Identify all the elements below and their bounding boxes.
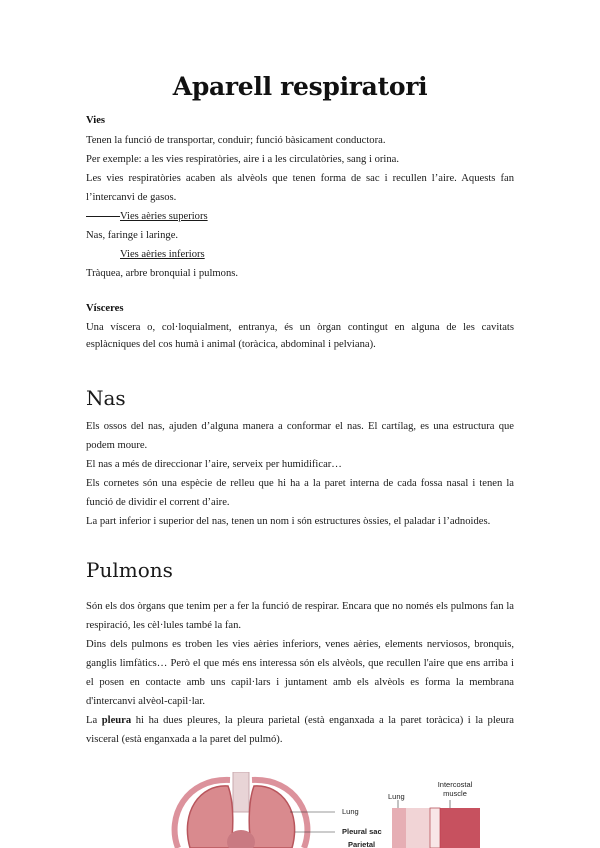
detail-lung-edge: [392, 808, 406, 848]
paragraph: Els ossos del nas, ajuden d’alguna manera a conformar el nas. El cartílag, es una estructura que podem moure.: [86, 421, 514, 451]
detail-muscle: [440, 808, 480, 848]
lower-airways-label: Vies aèries inferiors: [120, 249, 205, 260]
paragraph: Dins dels pulmons es troben les vies aèries inferiors, venes aèries, elements nerviosos, bronquis, ganglis limfàtics… Però el que més ens interessa són els alvèols, que recullen l'aire que ens arriba i el posen en contacte amb uns capil·lars i juntament amb els alvèols es forma la membrana d'intercanvi alvèol-capil·lar.: [86, 639, 514, 707]
left-lung: [187, 786, 232, 848]
trachea: [233, 772, 249, 812]
right-lung: [249, 786, 294, 848]
section-heading-nas: Nas: [86, 386, 126, 410]
paragraph: Una víscera o, col·loquialment, entranya, és un òrgan contingut en alguna de les cavitats esplàcniques del cos humà i animal (toràcica, abdominal i pelviana).: [86, 322, 514, 350]
underline-indent: [86, 216, 120, 217]
subheading-upper-airways: [86, 207, 514, 226]
label-intercostal: Intercostal muscle: [437, 780, 473, 798]
pleura-prefix: La: [86, 715, 102, 726]
section-heading-pulmons: Pulmons: [86, 558, 173, 582]
pleura-term: pleura: [101, 715, 132, 726]
paragraph: Els cornetes són una espècie de relleu que hi ha a la paret interna de cada fossa nasal i tenen la funció de dividir el corrent d’aire.: [86, 478, 514, 508]
paragraph: El nas a més de direccionar l’aire, serveix per humidificar…: [86, 459, 342, 470]
lung-illustration: [130, 772, 480, 848]
section-heading-visceres: Vísceres: [86, 303, 124, 314]
paragraph-pleura: [86, 711, 514, 749]
label-lung: Lung: [342, 807, 359, 816]
label-parietal: Parietal: [348, 840, 376, 848]
upper-airways-label: Vies aèries superiors: [120, 211, 208, 222]
detail-pleura: [430, 808, 440, 848]
label-pleural-sac: Pleural sac: [342, 827, 382, 836]
paragraph: Tenen la funció de transportar, conduir; funció bàsicament conductora.: [86, 135, 386, 146]
section-heading-vies: Vies: [86, 115, 106, 126]
paragraph: Són els dos òrgans que tenim per a fer la funció de respirar. Encara que no només els pulmons fan la respiració, les cèl·lules també la fan.: [86, 601, 514, 631]
paragraph: Tràquea, arbre bronquial i pulmons.: [86, 268, 239, 279]
label-lung-detail: Lung: [388, 792, 405, 801]
paragraph: Nas, faringe i laringe.: [86, 230, 179, 241]
paragraph: Per exemple: a les vies respiratòries, aire i a les circulatòries, sang i orina.: [86, 154, 399, 165]
document-body: [86, 114, 514, 749]
subheading-lower-airways: [86, 245, 514, 264]
paragraph: Les vies respiratòries acaben als alvèols que tenen forma de sac i recullen l’aire. Aquests fan l’intercanvi de gasos.: [86, 173, 514, 203]
lung-figure: [130, 772, 480, 848]
document-title: Aparell respiratori: [172, 72, 428, 101]
pleura-text: hi ha dues pleures, la pleura parietal (està enganxada a la paret toràcica) i la pleura visceral (està enganxada a la paret del pulmó).: [86, 715, 514, 745]
paragraph: La part inferior i superior del nas, tenen un nom i són estructures òssies, el paladar i l’adnoides.: [86, 516, 491, 527]
